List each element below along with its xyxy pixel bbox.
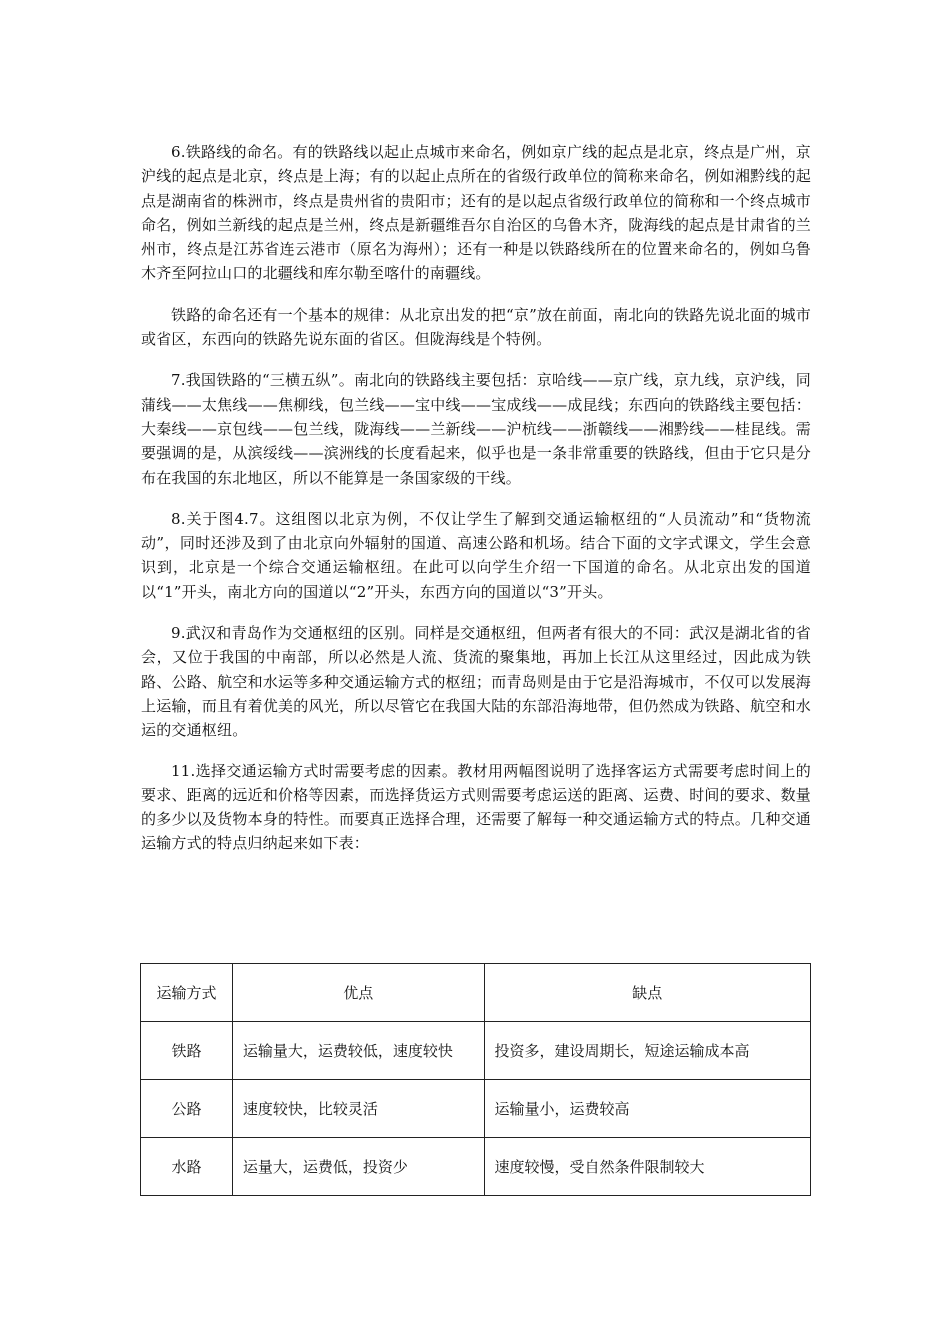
- paragraph-railway-naming: 6.铁路线的命名。有的铁路线以起止点城市来命名，例如京广线的起点是北京，终点是广州，京沪线的起点是北京，终点是上海；有的以起止点所在的省级行政单位的简称来命名，例如湘黔线的起点是湖南省的株洲市，终点是贵州省的贵阳市；还有的是以起点省级行政单位的简称和一个终点城市命名，例如兰新线的起点是兰州，终点是新疆维吾尔自治区的乌鲁木齐，陇海线的起点是甘肃省的兰州市，终点是江苏省连云港市（原名为海州）；还有一种是以铁路线所在的位置来命名的，例如乌鲁木齐至阿拉山口的北疆线和库尔勒至喀什的南疆线。: [141, 143, 811, 283]
- cell-mode: 水路: [141, 1138, 233, 1196]
- cell-mode: 公路: [141, 1080, 233, 1138]
- table-header-row: [141, 964, 811, 1022]
- paragraph-naming-rule: 铁路的命名还有一个基本的规律：从北京出发的把“京”放在前面，南北向的铁路先说北面的城市或省区，东西向的铁路先说东面的省区。但陇海线是个特例。: [141, 305, 811, 349]
- header-pros: 优点: [232, 964, 484, 1022]
- cell-pros: 运量大，运费低，投资少: [232, 1138, 484, 1196]
- paragraph-figure-4-7: 8.关于图4.7。这组图以北京为例，不仅让学生了解到交通运输枢纽的“人员流动”和“货物流动”，同时还涉及到了由北京向外辐射的国道、高速公路和机场。结合下面的文字式课文，学生会意识到，北京是一个综合交通运输枢纽。在此可以向学生介绍一下国道的命名。从北京出发的国道以“1”开头，南北方向的国道以“2”开头，东西方向的国道以“3”开头。: [141, 509, 811, 601]
- table-row: [141, 1022, 811, 1080]
- paragraph-transport-choice: 11.选择交通运输方式时需要考虑的因素。教材用两幅图说明了选择客运方式需要考虑时间上的要求、距离的远近和价格等因素，而选择货运方式则需要考虑运送的距离、运费、时间的要求、数量的多少以及货物本身的特性。而要真正选择合理，还需要了解每一种交通运输方式的特点。几种交通运输方式的特点归纳起来如下表：: [141, 761, 811, 853]
- cell-cons: 投资多，建设周期长，短途运输成本高: [484, 1022, 811, 1080]
- cell-mode: 铁路: [141, 1022, 233, 1080]
- cell-cons: 运输量小，运费较高: [484, 1080, 811, 1138]
- header-mode: 运输方式: [141, 964, 233, 1022]
- document-body: [141, 140, 811, 856]
- paragraph-three-horizontal-five-vertical: 7.我国铁路的“三横五纵”。南北向的铁路线主要包括：京哈线——京广线，京九线，京沪线，同蒲线——太焦线——焦柳线，包兰线——宝中线——宝成线——成昆线；东西向的铁路线主要包括：大秦线——京包线——包兰线，陇海线——兰新线——沪杭线——浙赣线——湘黔线——桂昆线。需要强调的是，从滨绥线——滨洲线的长度看起来，似乎也是一条非常重要的铁路线，但由于它只是分布在我国的东北地区，所以不能算是一条国家级的干线。: [141, 371, 811, 487]
- cell-pros: 速度较快，比较灵活: [232, 1080, 484, 1138]
- table-row: [141, 1138, 811, 1196]
- paragraph-wuhan-qingdao: 9.武汉和青岛作为交通枢纽的区别。同样是交通枢纽，但两者有很大的不同：武汉是湖北省的省会，又位于我国的中南部，所以必然是人流、货流的聚集地，再加上长江从这里经过，因此成为铁路、公路、航空和水运等多种交通运输方式的枢纽；而青岛则是由于它是沿海城市，不仅可以发展海上运输，而且有着优美的风光，所以尽管它在我国大陆的东部沿海地带，但仍然成为铁路、航空和水运的交通枢纽。: [141, 624, 811, 740]
- header-cons: 缺点: [484, 964, 811, 1022]
- table-row: [141, 1080, 811, 1138]
- transport-comparison-table: [140, 963, 811, 1196]
- cell-pros: 运输量大，运费较低，速度较快: [232, 1022, 484, 1080]
- cell-cons: 速度较慢，受自然条件限制较大: [484, 1138, 811, 1196]
